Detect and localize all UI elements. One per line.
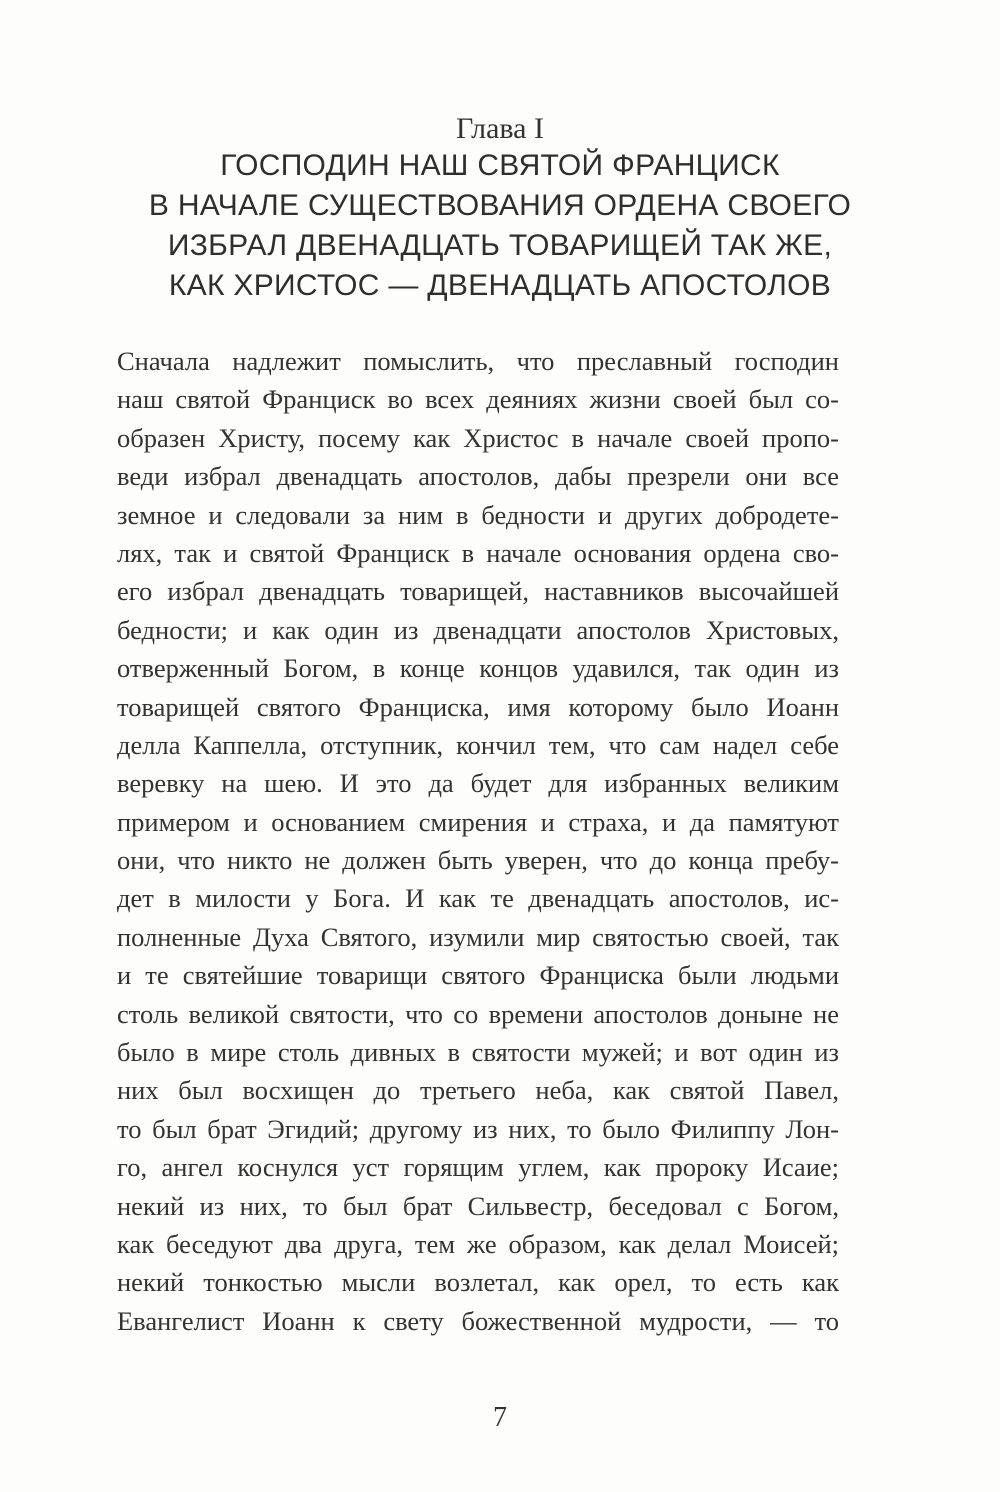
text-line: го, ангел коснулся уст горящим углем, как пророку Исаие;	[117, 1152, 839, 1183]
text-line: то был брат Эгидий; другому из них, то было Филиппу Лон-	[117, 1113, 839, 1144]
text-line: примером и основанием смирения и страха, и да памятуют	[117, 806, 839, 837]
text-line: земное и следовали за ним в бедности и других добродете-	[117, 499, 839, 530]
text-line: они, что никто не должен быть уверен, что до конца пребу-	[117, 845, 839, 876]
text-line: полненные Духа Святого, изумили мир святостью своей, так	[117, 921, 839, 952]
text-line: его избрал двенадцать товарищей, наставников высочайшей	[117, 576, 839, 607]
chapter-title	[100, 146, 900, 306]
text-line: образен Христу, посему как Христос в начале своей пропо-	[117, 422, 839, 453]
text-line: некий из них, то был брат Сильвестр, беседовал с Богом,	[117, 1190, 839, 1221]
text-line: веди избрал двенадцать апостолов, дабы презрели они все	[117, 461, 839, 492]
text-line: отверженный Богом, в конце концов удавился, так один из	[117, 653, 839, 684]
text-line: некий тонкостью мысли возлетал, как орел, то есть как	[117, 1267, 839, 1298]
chapter-title-line: ГОСПОДИН НАШ СВЯТОЙ ФРАНЦИСК	[220, 149, 780, 182]
text-line: и те святейшие товарищи святого Франциска были людьми	[117, 960, 839, 991]
text-line: них был восхищен до третьего неба, как святой Павел,	[117, 1075, 839, 1106]
chapter-title-line: ИЗБРАЛ ДВЕНАДЦАТЬ ТОВАРИЩЕЙ ТАК ЖЕ,	[167, 229, 833, 262]
chapter-title-line: В НАЧАЛЕ СУЩЕСТВОВАНИЯ ОРДЕНА СВОЕГО	[148, 189, 852, 222]
text-line: дет в милости у Бога. И как те двенадцать апостолов, ис-	[117, 883, 839, 914]
text-line: Евангелист Иоанн к свету божественной мудрости, — то	[117, 1305, 839, 1336]
text-line: веревку на шею. И это да будет для избранных великим	[117, 768, 839, 799]
chapter-label: Глава I	[456, 112, 544, 145]
text-line: было в мире столь дивных в святости мужей; и вот один из	[117, 1037, 839, 1068]
text-line: столь великой святости, что со времени апостолов доныне не	[117, 998, 839, 1029]
text-line: делла Каппелла, отступник, кончил тем, что сам надел себе	[117, 729, 839, 760]
body-text	[117, 342, 839, 1340]
text-line: лях, так и святой Франциск в начале основания ордена сво-	[117, 537, 839, 568]
page-number: 7	[493, 1402, 507, 1433]
text-line: бедности; и как один из двенадцати апостолов Христовых,	[117, 614, 839, 645]
text-line: наш святой Франциск во всех деяниях жизни своей был со-	[117, 384, 839, 415]
text-line: Сначала надлежит помыслить, что преславный господин	[117, 346, 839, 376]
chapter-title-line: КАК ХРИСТОС — ДВЕНАДЦАТЬ АПОСТОЛОВ	[168, 269, 832, 302]
text-line: как беседуют два друга, тем же образом, как делал Моисей;	[117, 1228, 839, 1259]
text-line: товарищей святого Франциска, имя которому было Иоанн	[117, 691, 839, 722]
